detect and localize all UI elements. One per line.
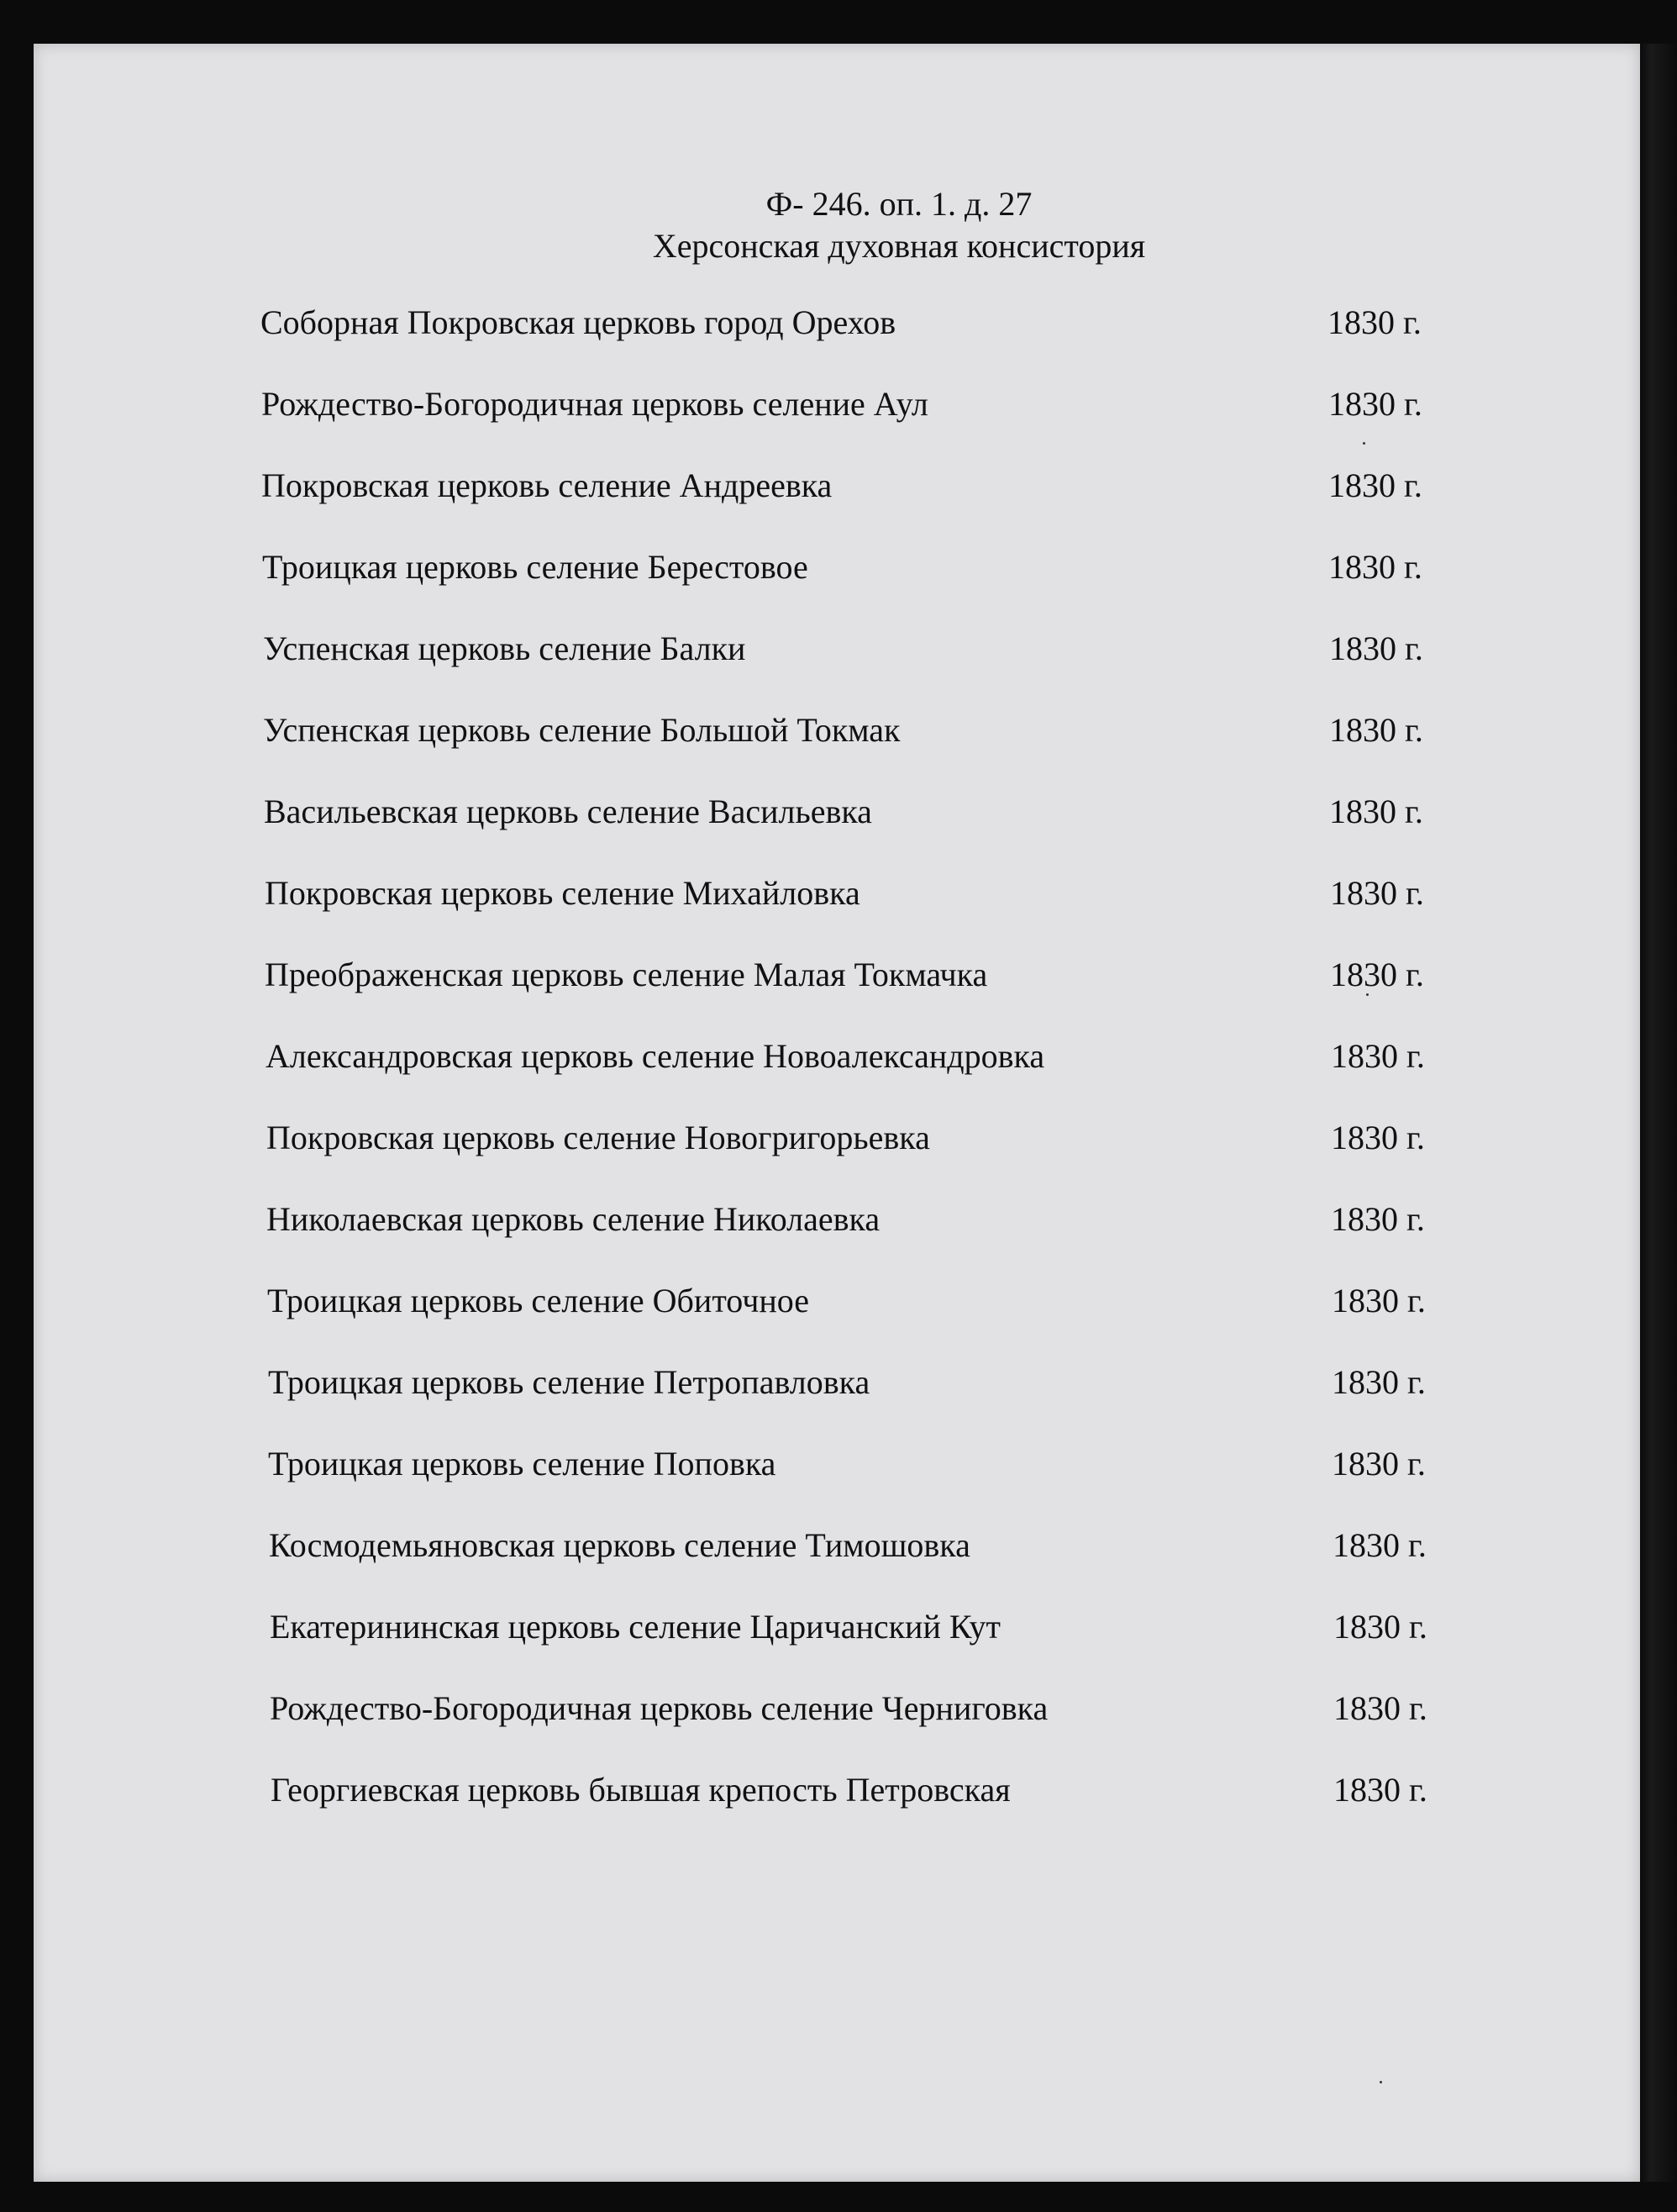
church-name: Преображенская церковь селение Малая Токмачка [265, 956, 988, 993]
record-year: 1830 г. [1328, 385, 1422, 423]
record-year: 1830 г. [1333, 1608, 1427, 1646]
church-name: Васильевская церковь селение Васильевка [264, 793, 872, 830]
record-year: 1830 г. [1328, 466, 1422, 504]
scan-speck [1363, 442, 1365, 445]
record-year: 1830 г. [1329, 793, 1423, 830]
church-name: Космодемьяновская церковь селение Тимошовка [269, 1526, 970, 1564]
record-year: 1830 г. [1331, 1119, 1425, 1156]
paper-sheet [34, 44, 1640, 2182]
record-year: 1830 г. [1332, 1363, 1426, 1401]
record-year: 1830 г. [1331, 1200, 1425, 1238]
church-name: Троицкая церковь селение Поповка [268, 1445, 776, 1483]
church-name: Успенская церковь селение Балки [263, 629, 746, 667]
church-name: Николаевская церковь селение Николаевка [266, 1200, 881, 1238]
record-year: 1830 г. [1330, 874, 1424, 912]
church-name: Троицкая церковь селение Обиточное [267, 1282, 809, 1319]
church-name: Троицкая церковь селение Берестовое [262, 548, 808, 586]
church-name: Троицкая церковь селение Петропавловка [268, 1363, 870, 1401]
record-year: 1830 г. [1332, 1282, 1426, 1319]
record-year: 1830 г. [1331, 1037, 1425, 1075]
church-name: Александровская церковь селение Новоалександровка [265, 1037, 1045, 1075]
record-year: 1830 г. [1329, 629, 1423, 667]
record-year: 1830 г. [1333, 1771, 1427, 1809]
record-year: 1830 г. [1330, 956, 1424, 993]
record-year: 1830 г. [1327, 303, 1422, 341]
archive-reference: Ф- 246. оп. 1. д. 27 [765, 185, 1033, 223]
church-name: Соборная Покровская церковь город Орехов [260, 303, 896, 341]
record-year: 1830 г. [1328, 548, 1422, 586]
church-name: Покровская церковь селение Андреевка [261, 466, 833, 504]
record-year: 1830 г. [1333, 1689, 1427, 1727]
institution-title: Херсонская духовная консистория [652, 227, 1146, 265]
scan-speck [1380, 2081, 1382, 2083]
church-name: Екатерининская церковь селение Царичанский Кут [270, 1608, 1001, 1646]
church-name: Покровская церковь селение Михайловка [265, 874, 860, 912]
record-year: 1830 г. [1333, 1526, 1427, 1564]
church-name: Рождество-Богородичная церковь селение Аул [261, 385, 928, 423]
scan-speck [1366, 993, 1369, 996]
church-name: Успенская церковь селение Большой Токмак [263, 711, 901, 749]
church-name: Георгиевская церковь бывшая крепость Петровская [271, 1771, 1011, 1809]
church-name: Покровская церковь селение Новогригорьевка [266, 1119, 930, 1156]
church-name: Рождество-Богородичная церковь селение Черниговка [270, 1689, 1049, 1727]
scan-edge [1640, 44, 1677, 2182]
record-year: 1830 г. [1332, 1445, 1426, 1483]
record-year: 1830 г. [1329, 711, 1423, 749]
